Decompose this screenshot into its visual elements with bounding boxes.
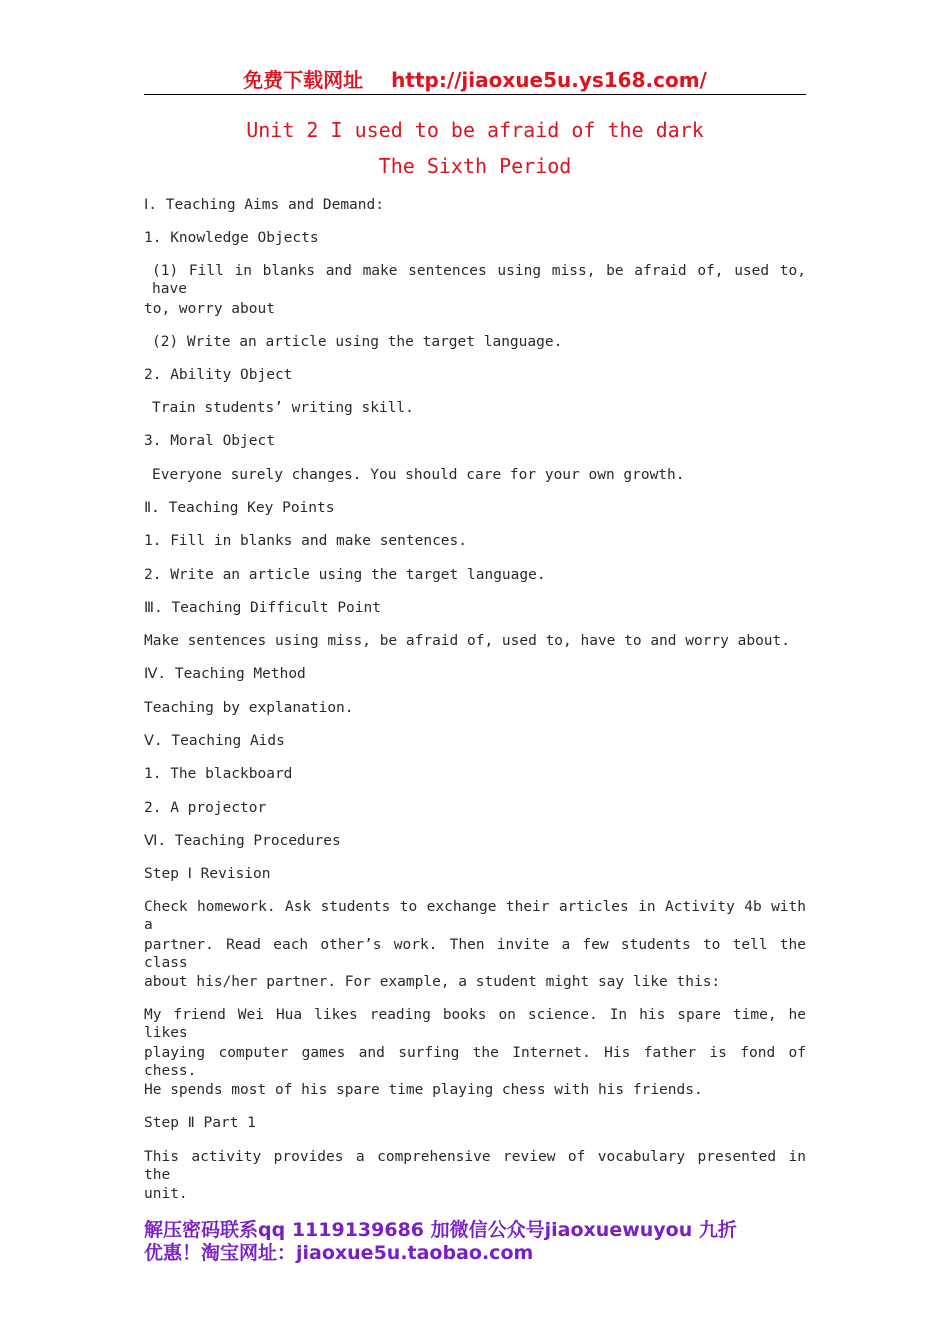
body-paragraph-line: Everyone surely changes. You should care for your own growth. [152,467,685,483]
body-paragraph-line: playing computer games and surfing the Internet. His father is fond of chess. [144,1045,806,1079]
document-title: Unit 2 I used to be afraid of the dark [246,118,704,142]
header-divider [144,94,806,95]
step-heading: Step Ⅰ Revision [144,866,271,882]
list-item: 2. A projector [144,800,267,816]
section-heading: Ⅱ. Teaching Key Points [144,500,335,516]
list-item: 1. Fill in blanks and make sentences. [144,533,468,549]
body-paragraph-line: about his/her partner. For example, a student might say like this: [144,974,721,990]
body-paragraph-line: unit. [144,1186,188,1202]
body-paragraph-line: (2) Write an article using the target language. [152,334,563,350]
footer-shop-line: 优惠！淘宝网址：jiaoxue5u.taobao.com [144,1242,534,1264]
body-paragraph-line: Check homework. Ask students to exchange their articles in Activity 4b with a [144,899,806,933]
header-label: 免费下载网址 [243,68,364,92]
body-paragraph-line: Train students’ writing skill. [152,400,414,416]
subsection-heading: 2. Ability Object [144,367,293,383]
section-heading: Ⅵ. Teaching Procedures [144,833,341,849]
body-paragraph-line: to, worry about [144,301,275,317]
page-header [144,66,806,94]
body-paragraph-line: He spends most of his spare time playing chess with his friends. [144,1082,703,1098]
body-paragraph-line: (1) Fill in blanks and make sentences using miss, be afraid of, used to, have [152,263,806,297]
body-paragraph-line: My friend Wei Hua likes reading books on science. In his spare time, he likes [144,1007,806,1041]
body-paragraph-line: partner. Read each other’s work. Then invite a few students to tell the class [144,937,806,971]
document-subtitle: The Sixth Period [378,154,572,178]
footer-contact-line: 解压密码联系qq 1119139686 加微信公众号jiaoxuewuyou 九折 [144,1219,737,1241]
section-heading: Ⅲ. Teaching Difficult Point [144,600,381,616]
section-heading: Ⅰ. Teaching Aims and Demand: [144,197,384,213]
body-paragraph-line: Teaching by explanation. [144,700,354,716]
body-paragraph-line: This activity provides a comprehensive review of vocabulary presented in the [144,1149,806,1183]
header-url-link[interactable]: http://jiaoxue5u.ys168.com/ [391,68,707,92]
body-paragraph-line: Make sentences using miss, be afraid of, used to, have to and worry about. [144,633,791,649]
subsection-heading: 3. Moral Object [144,433,275,449]
list-item: 2. Write an article using the target language. [144,567,546,583]
section-heading: Ⅳ. Teaching Method [144,666,306,682]
step-heading: Step Ⅱ Part 1 [144,1115,256,1131]
list-item: 1. The blackboard [144,766,293,782]
section-heading: Ⅴ. Teaching Aids [144,733,285,749]
subsection-heading: 1. Knowledge Objects [144,230,319,246]
